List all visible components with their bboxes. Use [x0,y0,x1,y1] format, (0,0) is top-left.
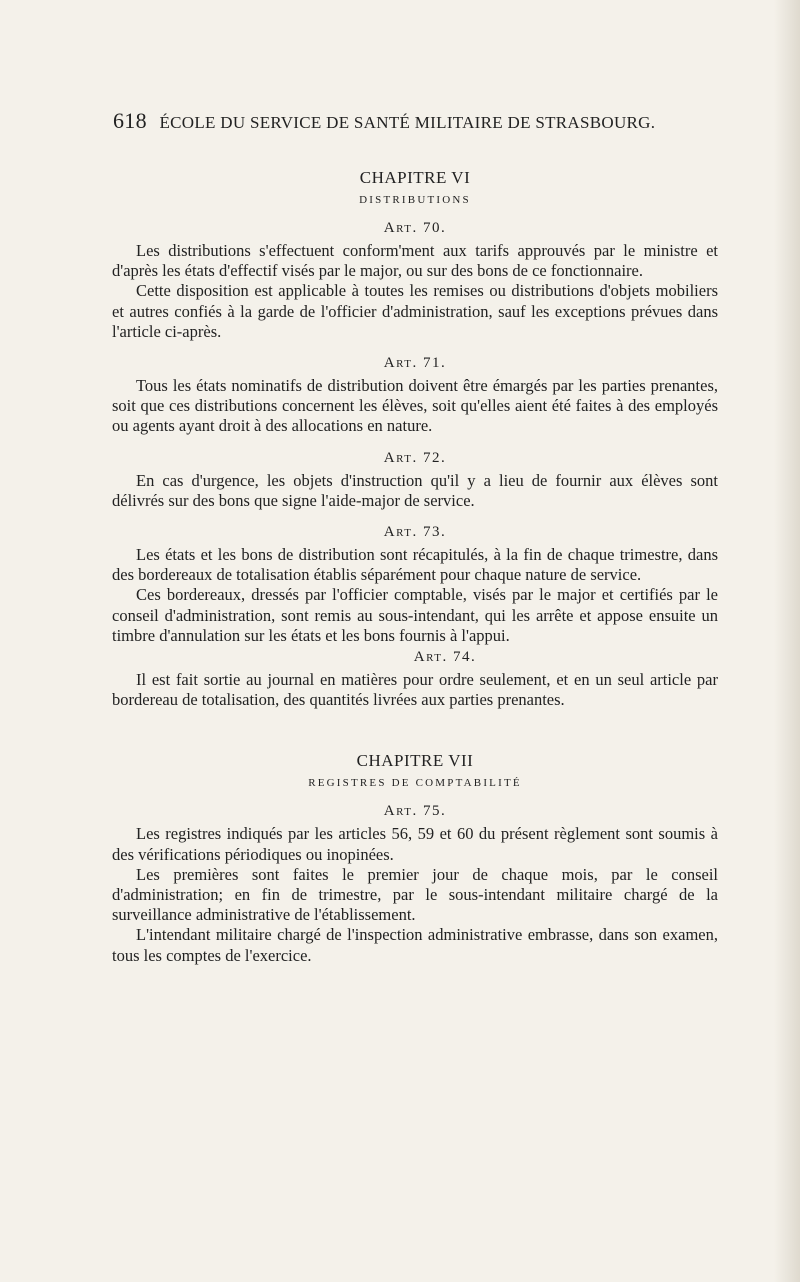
page-number: 618 [113,108,147,133]
chapter-gap [112,723,718,751]
paragraph: Les premières sont faites le premier jour de chaque mois, par le conseil d'administration; en fin de trimestre, par le sous-intendant militaire chargé de la surveillance administrative de l'établissement. [112,864,718,925]
page-fold-shadow [774,0,800,1282]
paragraph: Ces bordereaux, dressés par l'officier comptable, visés par le major et certifiés par le conseil d'administration, sont remis au sous-intendant, qui les arrête et appose ensuite un timbre d'annulation sur les états et les bons fournis à l'appui. [112,585,718,645]
article-heading: Art. 71. [383,355,447,372]
paragraph: Les états et les bons de distribution sont récapitulés, à la fin de chaque trimestre, dans des bordereaux de totalisation établis séparément pour chaque nature de service. [112,545,718,585]
chapter-7 [112,751,718,965]
running-header [113,108,718,134]
chapter-subtitle: REGISTRES DE COMPTABILITÉ [308,777,522,790]
page-body [112,168,718,979]
article-72 [112,450,718,511]
article-74 [112,649,718,710]
article-heading: Art. 73. [383,524,447,541]
article-heading: Art. 75. [383,803,447,820]
chapter-title: CHAPITRE VI [359,168,471,187]
paragraph: Il est fait sortie au journal en matières pour ordre seulement, et en un seul article par bordereau de totalisation, des quantités livrées aux parties prenantes. [112,670,718,710]
paragraph: Les registres indiqués par les articles 56, 59 et 60 du présent règlement sont soumis à des vérifications périodiques ou inopinées. [112,824,718,864]
chapter-6 [112,168,718,710]
chapter-title: CHAPITRE VII [356,751,474,771]
article-heading: Art. 74. [413,649,477,666]
paragraph: Cette disposition est applicable à toutes les remises ou distributions d'objets mobiliers et autres confiés à la garde de l'officier d'administration, sauf les exceptions prévues dans l'article ci-après. [112,281,718,341]
paragraph: Les distributions s'effectuent conform'ment aux tarifs approuvés par le ministre et d'après les états d'effectif visés par le major, ou sur des bons de ce fonctionnaire. [112,241,718,281]
article-75 [112,803,718,965]
paragraph: Tous les états nominatifs de distribution doivent être émargés par les parties prenantes, soit que ces distributions concernent les élèves, soit qu'elles aient été faites à des employés ou agents ayant droit à des allocations en nature. [112,376,718,436]
article-71 [112,355,718,437]
article-73 [112,524,718,646]
article-heading: Art. 72. [383,449,447,466]
article-heading: Art. 70. [383,220,447,236]
paragraph: En cas d'urgence, les objets d'instruction qu'il y a lieu de fournir aux élèves sont délivrés sur des bons que signe l'aide-major de service. [112,470,718,510]
article-70 [112,220,718,342]
running-title: ÉCOLE DU SERVICE DE SANTÉ MILITAIRE DE STRASBOURG. [159,113,656,132]
paragraph: L'intendant militaire chargé de l'inspection administrative embrasse, dans son examen, tous les comptes de l'exercice. [112,925,718,965]
chapter-subtitle: DISTRIBUTIONS [359,194,471,206]
